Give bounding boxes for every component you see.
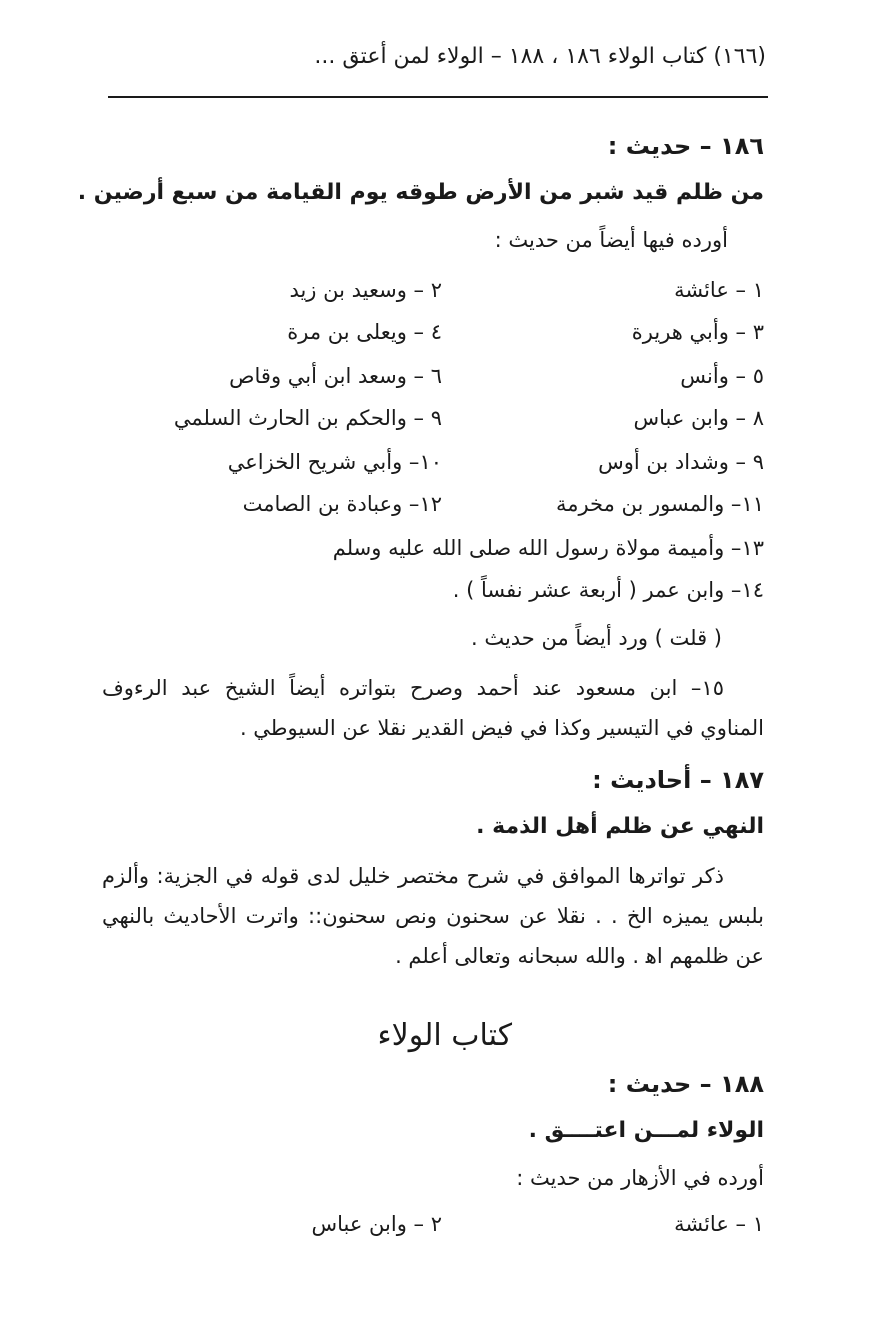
section-186-heading: ١٨٦ – حديث : <box>607 132 764 160</box>
narrator-item: ١٢– وعبادة بن الصامت <box>242 492 442 516</box>
qult-note: ( قلت ) ورد أيضاً من حديث . <box>470 626 722 650</box>
narrator-item: ١١– والمسور بن مخرمة <box>555 492 764 516</box>
narrator-item: ١ – عائشة <box>674 278 764 302</box>
header-rule <box>108 96 768 98</box>
narrator-item: ١٣– وأميمة مولاة رسول الله صلى الله عليه وسلم <box>332 536 764 560</box>
chapter-title: كتاب الولاء <box>377 1018 512 1053</box>
narrator-item: ٩ – والحكم بن الحارث السلمي <box>173 406 442 430</box>
narrator-item: ٣ – وأبي هريرة <box>631 320 764 344</box>
narrator-item: ٦ – وسعد ابن أبي وقاص <box>229 364 442 388</box>
narrator-item: ١٠– وأبي شريح الخزاعي <box>227 450 442 474</box>
section-187-body-text: ذكر تواترها الموافق في شرح مختصر خليل لدى قوله في الجزية: وألزم بلبس يميزه الخ . . نقلا عن سحنون ونص سحنون:: واترت الأحاديث بالنهي عن ظلمهم اﻫ . والله سبحانه وتعالى أعلم . <box>102 864 764 968</box>
narrator-item: ٤ – ويعلى بن مرة <box>287 320 442 344</box>
section-187-body <box>102 856 764 976</box>
narrator-item: ١ – عائشة <box>674 1212 764 1236</box>
section-187-heading: ١٨٧ – أحاديث : <box>592 766 764 794</box>
section-188-heading: ١٨٨ – حديث : <box>607 1070 764 1098</box>
section-188-hadith: الولاء لمـــن اعتــــق . <box>528 1118 764 1143</box>
running-header: (١٦٦) كتاب الولاء ١٨٦ ، ١٨٨ – الولاء لمن أعتق ... <box>314 44 766 69</box>
section-188-intro: أورده في الأزهار من حديث : <box>516 1166 764 1190</box>
narrator-item: ٩ – وشداد بن أوس <box>598 450 764 474</box>
narrator-item: ٢ – وابن عباس <box>311 1212 442 1236</box>
section-186-intro: أورده فيها أيضاً من حديث : <box>494 228 728 252</box>
section-186-hadith: من ظلم قيد شبر من الأرض طوقه يوم القيامة من سبع أرضين . <box>77 180 764 205</box>
narrator-item: ٢ – وسعيد بن زيد <box>289 278 442 302</box>
narrator-item: ٥ – وأنس <box>680 364 764 388</box>
narrator-item: ٨ – وابن عباس <box>633 406 764 430</box>
note-15-text: ١٥– ابن مسعود عند أحمد وصرح بتواتره أيضاً الشيخ عبد الرءوف المناوي في التيسير وكذا في فيض القدير نقلا عن السيوطي . <box>102 676 764 740</box>
section-186-note-15 <box>102 668 764 748</box>
section-187-hadith: النهي عن ظلم أهل الذمة . <box>476 814 764 839</box>
narrator-item: ١٤– وابن عمر ( أربعة عشر نفساً ) . <box>452 578 764 602</box>
